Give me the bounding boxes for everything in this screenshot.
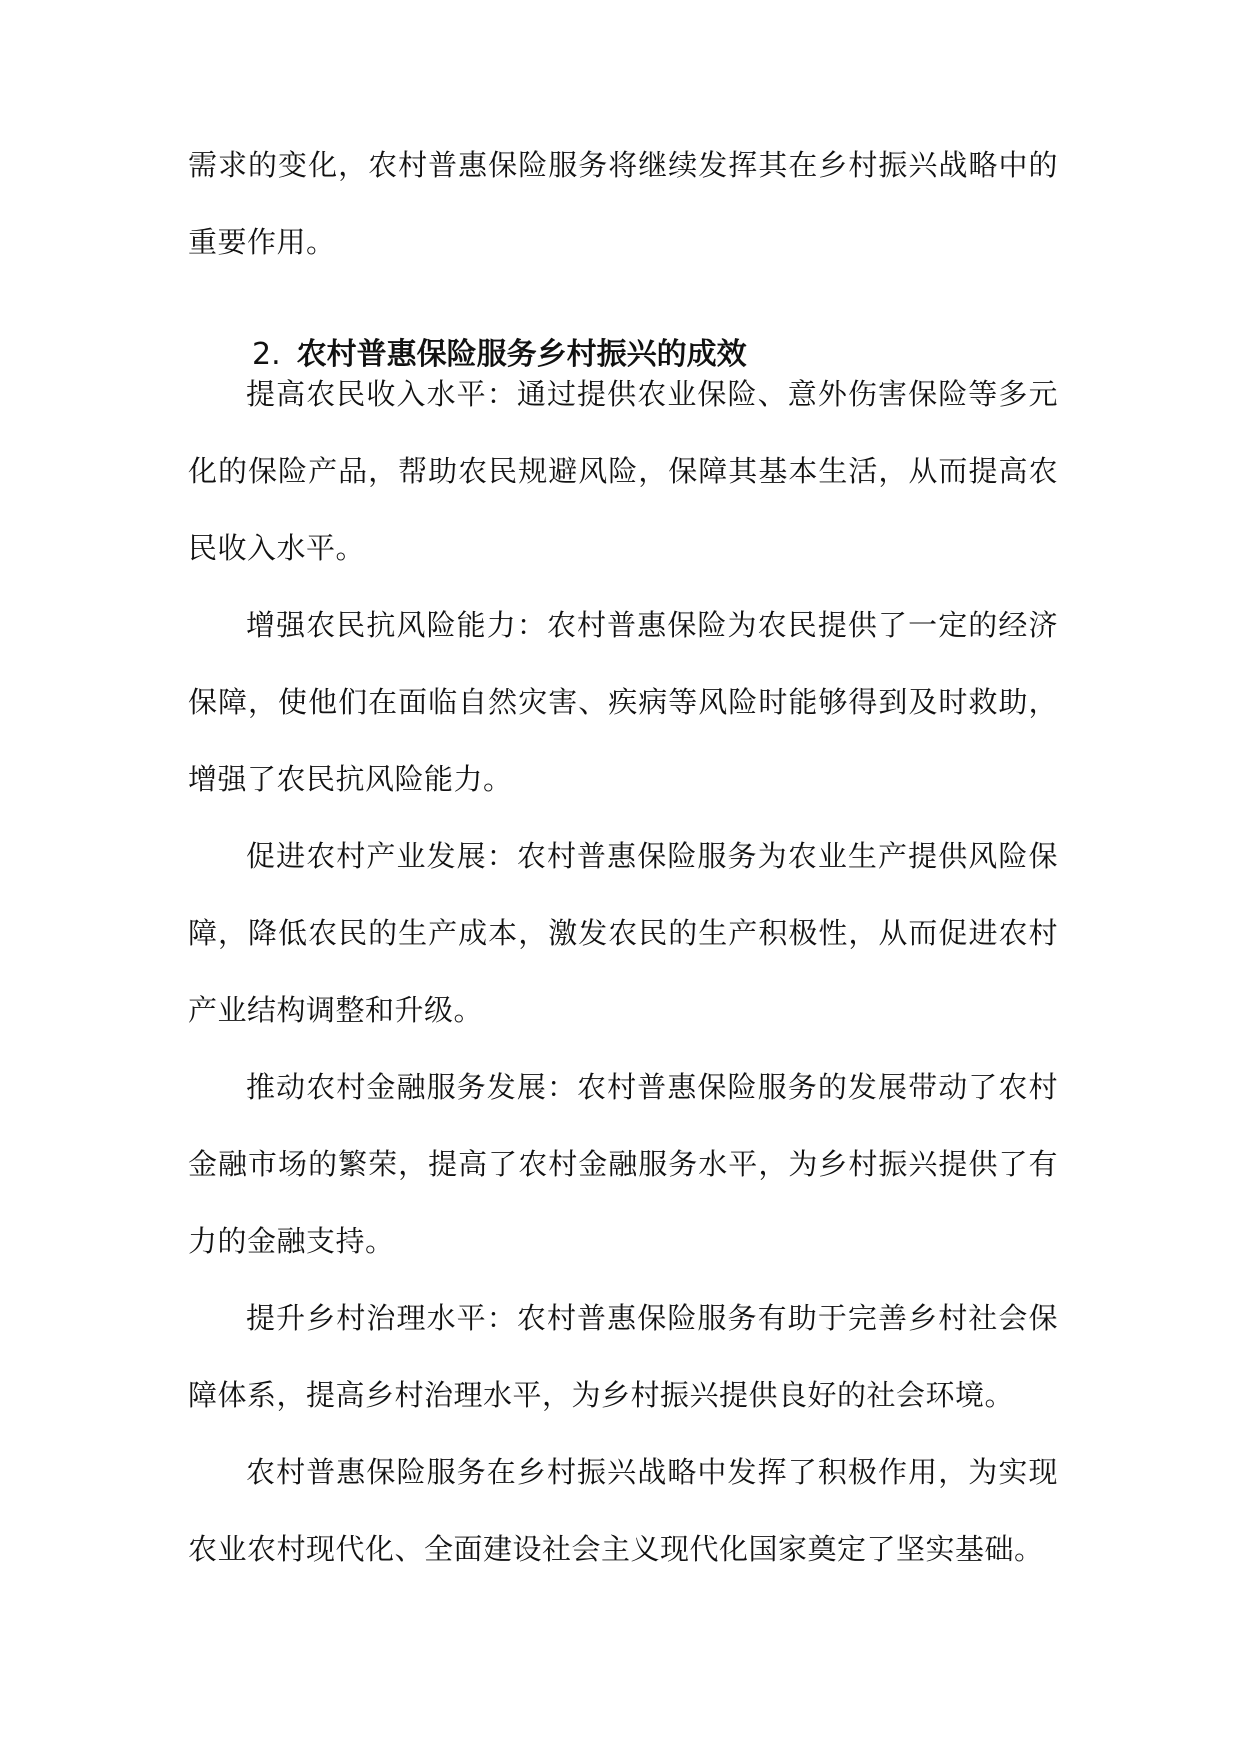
- paragraph-income: 提高农民收入水平：通过提供农业保险、意外伤害保险等多元化的保险产品，帮助农民规避风险，保障其基本生活，从而提高农民收入水平。: [188, 377, 1058, 565]
- paragraph-risk-resistance: 增强农民抗风险能力：农村普惠保险为农民提供了一定的经济保障，使他们在面临自然灾害、疾病等风险时能够得到及时救助，增强了农民抗风险能力。: [188, 608, 1058, 796]
- paragraph-finance: 推动农村金融服务发展：农村普惠保险服务的发展带动了农村金融市场的繁荣，提高了农村金融服务水平，为乡村振兴提供了有力的金融支持。: [188, 1070, 1058, 1258]
- section-number: 2.: [252, 337, 281, 372]
- paragraph-governance: 提升乡村治理水平：农村普惠保险服务有助于完善乡村社会保障体系，提高乡村治理水平，为乡村振兴提供良好的社会环境。: [188, 1301, 1058, 1412]
- paragraph-conclusion: 农村普惠保险服务在乡村振兴战略中发挥了积极作用，为实现农业农村现代化、全面建设社会主义现代化国家奠定了坚实基础。: [188, 1455, 1058, 1566]
- paragraph-industry: 促进农村产业发展：农村普惠保险服务为农业生产提供风险保障，降低农民的生产成本，激发农民的生产积极性，从而促进农村产业结构调整和升级。: [188, 839, 1058, 1027]
- continuation-paragraph: 需求的变化，农村普惠保险服务将继续发挥其在乡村振兴战略中的重要作用。: [188, 148, 1058, 259]
- section-title: 农村普惠保险服务乡村振兴的成效: [296, 337, 747, 372]
